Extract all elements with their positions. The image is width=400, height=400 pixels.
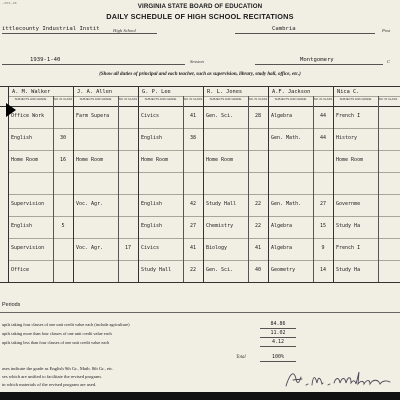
row-rule [8, 216, 400, 217]
stat-label: upils taking less than four classes of one unit credit value each [2, 340, 110, 345]
stat-value: 4.12 [271, 339, 285, 345]
subject-cell: Study Hall [206, 201, 237, 207]
table-top-rule [0, 86, 400, 87]
class-count-cell: 28 [254, 113, 262, 119]
teacher-name: R. L. Jones [207, 89, 243, 95]
subject-cell: French I [336, 113, 361, 119]
subject-cell: History [336, 135, 358, 141]
subject-cell: Voc. Agr. [76, 245, 104, 251]
subject-cell: Gen. Math. [271, 135, 302, 141]
class-count-column-header: NO. IN CLASS [118, 97, 138, 101]
column-rule [268, 86, 269, 282]
county: Montgomery [300, 57, 334, 63]
subject-cell: Office [11, 267, 30, 273]
subject-cell: Algebra [271, 223, 293, 229]
class-count-cell: 40 [254, 267, 262, 273]
column-rule [183, 96, 184, 282]
periods-label: Periods [2, 302, 21, 308]
teacher-name: G. P. Lee [142, 89, 171, 95]
subject-cell: Civics [141, 113, 160, 119]
footnote-3: in which materials of the revised program are used. [2, 382, 97, 387]
teacher-name: A.F. Jackson [272, 89, 311, 95]
subject-cell: Office Work [11, 113, 45, 119]
row-rule [8, 150, 400, 151]
class-count-cell: 22 [254, 201, 262, 207]
class-count-cell: 41 [189, 245, 197, 251]
subject-cell: English [141, 201, 163, 207]
session-label: Session [190, 59, 204, 64]
subject-cell: Civics [141, 245, 160, 251]
class-count-cell: 17 [124, 245, 132, 251]
principal-signature [282, 367, 396, 390]
stat-label: upils taking four classes of one unit credit value each (include agriculture) [2, 322, 130, 327]
subject-cell: Home Room [141, 157, 169, 163]
subject-cell: Gen. Sci. [206, 113, 234, 119]
subject-cell: Governme [336, 201, 361, 207]
subject-cell: Gen. Math. [271, 201, 302, 207]
class-count-column-header: NO. IN CLASS [53, 97, 73, 101]
row-rule [8, 128, 400, 129]
class-count-cell: 22 [189, 267, 197, 273]
subject-cell: Home Room [206, 157, 234, 163]
column-rule [203, 86, 204, 282]
form-code: ~659~46 [2, 1, 17, 5]
subject-cell: English [11, 135, 33, 141]
form-title: DAILY SCHEDULE OF HIGH SCHOOL RECITATIONS [106, 12, 294, 21]
subject-cell: Home Room [76, 157, 104, 163]
subject-cell: English [141, 135, 163, 141]
class-count-cell: 30 [59, 135, 67, 141]
column-rule [248, 96, 249, 282]
footnote-2: ses which are unified to facilitate the revised program. [2, 374, 102, 379]
class-count-cell: 16 [59, 157, 67, 163]
subject-cell: Home Room [336, 157, 364, 163]
class-count-cell: 5 [61, 223, 65, 229]
subject-cell: English [11, 223, 33, 229]
subject-cell: Algebra [271, 245, 293, 251]
summary-rule [0, 312, 400, 313]
class-count-cell: 38 [189, 135, 197, 141]
class-count-cell: 14 [319, 267, 327, 273]
class-count-column-header: NO. IN CLASS [313, 97, 333, 101]
stat-value: 11.02 [270, 330, 286, 336]
row-pointer-arrow [6, 103, 16, 117]
subject-cell: Algebra [271, 113, 293, 119]
column-rule [333, 86, 334, 282]
class-count-column-header: NO. IN CLASS [378, 97, 398, 101]
board-title: VIRGINIA STATE BOARD OF EDUCATION [137, 3, 263, 10]
school-name: ittlecounty Industrial Instit [2, 26, 100, 32]
class-count-column-header: NO. IN CLASS [248, 97, 268, 101]
value-rule [260, 337, 296, 338]
session-year: 1939-1-40 [30, 57, 61, 63]
class-count-cell: 44 [319, 135, 327, 141]
stat-value: 84.86 [270, 321, 286, 327]
subject-cell: French I [336, 245, 361, 251]
class-count-cell: 15 [319, 223, 327, 229]
subject-cell: Chemistry [206, 223, 234, 229]
session-underline [2, 64, 185, 65]
teacher-name: A. M. Walker [12, 89, 51, 95]
class-count-column-header: NO. IN CLASS [183, 97, 203, 101]
value-rule [260, 328, 296, 329]
footnote-1: ases indicate the grade as English 9th Gr., Math. 8th Gr., etc. [2, 366, 114, 371]
subjects-column-header: SUBJECTS AND GRADE [79, 97, 112, 101]
subjects-column-header: SUBJECTS AND GRADE [339, 97, 372, 101]
subjects-column-header: SUBJECTS AND GRADE [274, 97, 307, 101]
subject-cell: Study Ha [336, 223, 361, 229]
teacher-name: J. A. Allen [77, 89, 113, 95]
school-underline [2, 33, 157, 34]
row-rule [8, 172, 400, 173]
column-rule [138, 86, 139, 282]
subject-cell: Supervision [11, 245, 45, 251]
row-rule [8, 194, 400, 195]
class-count-cell: 42 [189, 201, 197, 207]
value-rule [260, 346, 296, 347]
class-count-cell: 27 [319, 201, 327, 207]
subject-cell: Geometry [271, 267, 296, 273]
column-rule [313, 96, 314, 282]
subject-cell: Home Room [11, 157, 39, 163]
subjects-column-header: SUBJECTS AND GRADE [144, 97, 177, 101]
class-count-cell: 22 [254, 223, 262, 229]
subjects-column-header: SUBJECTS AND GRADE [14, 97, 47, 101]
subject-cell: Biology [206, 245, 228, 251]
total-label: Total [236, 355, 246, 360]
class-count-cell: 9 [321, 245, 325, 251]
subject-cell: Voc. Agr. [76, 201, 104, 207]
school-label: High School [113, 27, 136, 33]
row-rule [8, 260, 400, 261]
column-rule [73, 86, 74, 282]
class-count-cell: 41 [189, 113, 197, 119]
table-header-rule [0, 106, 400, 107]
column-rule [378, 96, 379, 282]
stat-label: upils taking more than four classes of one unit credit value each [2, 331, 112, 336]
teacher-name: Nica C. [337, 89, 360, 95]
column-rule [118, 96, 119, 282]
class-count-cell: 44 [319, 113, 327, 119]
table-bottom-rule [0, 282, 400, 283]
subject-cell: Farm Supera [76, 113, 110, 119]
value-rule [260, 361, 296, 362]
instructions: (Show all duties of principal and each teacher, such as supervision, library, study hall, office, etc.) [99, 72, 301, 77]
county-underline [255, 64, 383, 65]
class-count-cell: 41 [254, 245, 262, 251]
class-count-cell: 27 [189, 223, 197, 229]
subject-cell: Supervision [11, 201, 45, 207]
row-rule [8, 238, 400, 239]
subject-cell: Study Hall [141, 267, 172, 273]
subjects-column-header: SUBJECTS AND GRADE [209, 97, 242, 101]
post-label: Post [382, 27, 391, 33]
total-value: 100% [271, 354, 285, 360]
column-rule [53, 96, 54, 282]
subject-cell: Gen. Sci. [206, 267, 234, 273]
county-suffix: C [387, 59, 391, 64]
place: Cambria [272, 26, 296, 32]
subject-cell: English [141, 223, 163, 229]
subject-cell: Study Ha [336, 267, 361, 273]
place-underline [235, 33, 375, 34]
